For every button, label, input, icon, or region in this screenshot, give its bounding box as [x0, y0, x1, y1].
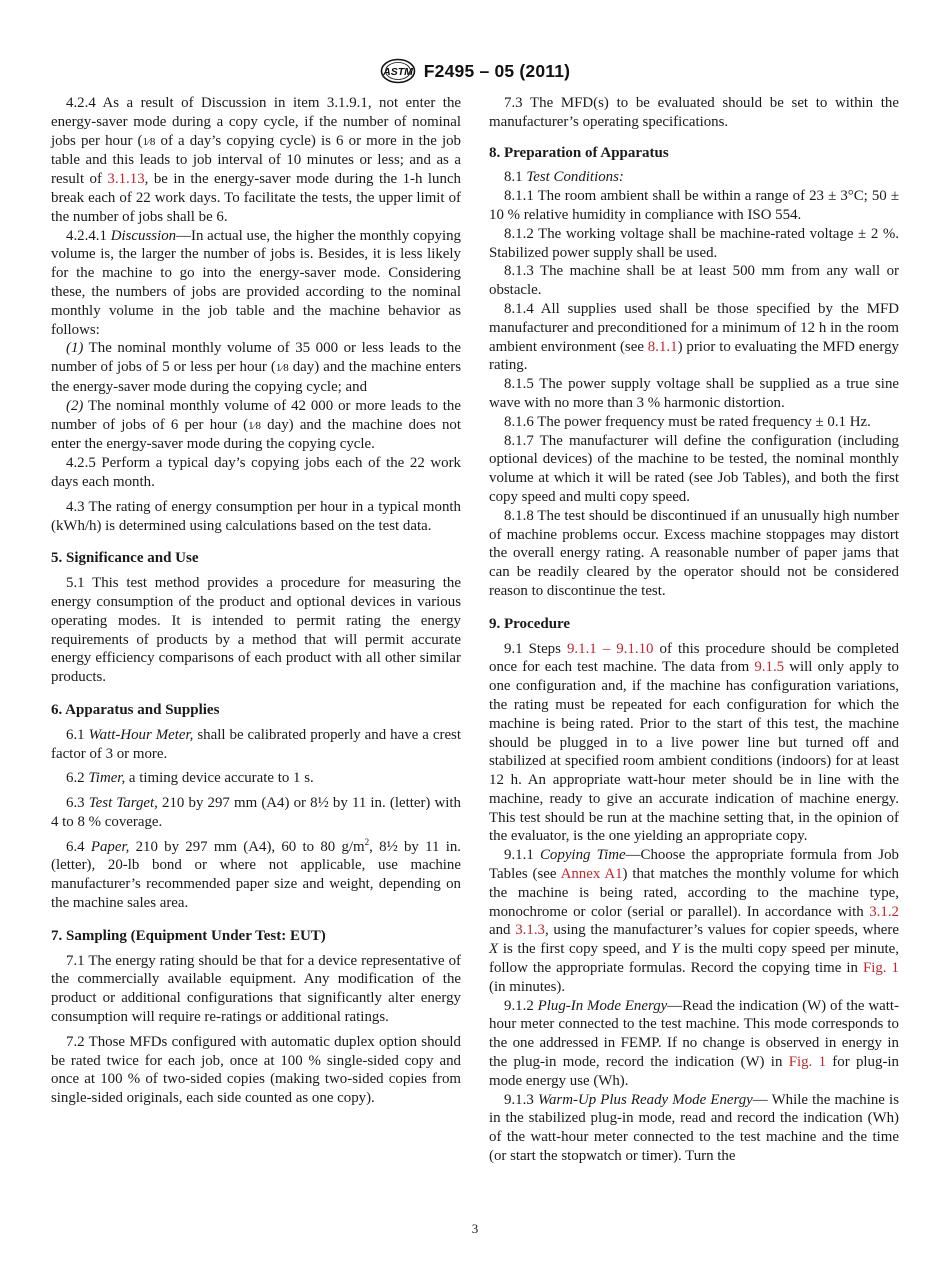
para-8-1-7: 8.1.7 The manufacturer will define the configuration (including optional devices) of the machine to be tested, the nominal monthly volume at which it will be rated (see Job Tables), and both the first copy speed and multi copy speed. [489, 432, 899, 505]
para-4-2-4: 4.2.4 As a result of Discussion in item 3.1.9.1, not enter the energy-saver mode during a copy cycle, if the number of nominal jobs per hour (1⁄8 of a day’s copying cycle) is 6 or more in the job table and this leads to job interval of 10 minutes or less; and as a result of 3.1.13, be in the energy-saver mode during the 1-h lunch break each of 22 work days. To facilitate the tests, the upper limit of the number of jobs shall be 6. [51, 95, 461, 225]
section-6-heading: 6. Apparatus and Supplies [51, 701, 220, 718]
para-4-2-4-1: 4.2.4.1 Discussion—In actual use, the higher the monthly copying volume is, the larger the number of jobs is. Besides, it is less likely for the machine to go into the energy-saver mode. Considering these, the numbers of jobs are provided according to the nominal monthly volume in the job table and the machine behavior as follows: [51, 227, 461, 338]
page-number: 3 [471, 1221, 479, 1236]
para-7-3: 7.3 The MFD(s) to be evaluated should be set to within the manufacturer’s operating specifications. [489, 95, 899, 130]
para-6-2: 6.2 Timer, a timing device accurate to 1 s. [66, 770, 314, 787]
link-9-1-1-9-1-10[interactable]: 9.1.1 – 9.1.10 [566, 640, 654, 657]
para-4-2-5: 4.2.5 Perform a typical day’s copying jobs each of the 22 work days each month. [51, 455, 461, 490]
para-9-1: 9.1 Steps 9.1.1 – 9.1.10 of this procedure should be completed once for each test machine. The data from 9.1.5 will only apply to one configuration and, if the machine has configuration variations, the rating must be repeated for each configuration for which the machine is being rated. Prior to the start of this test, the machine should be plugged in to a live power line but turned off and stabilized at specified room ambient conditions (indoors) for at least 12 h. An appropriate watt-hour meter should be in line with the machine, ready to give an accurate indication of machine energy. This test should be run at the machine setting that, in the opinion of the evaluator, is the one yielding an appropriate copy. [489, 640, 899, 845]
link-3-1-2[interactable]: 3.1.2 [869, 903, 899, 920]
link-fig-1[interactable]: Fig. 1 [788, 1054, 827, 1071]
link-fig-1[interactable]: Fig. 1 [862, 960, 899, 977]
para-8-1-1: 8.1.1 The room ambient shall be within a range of 23 ± 3°C; 50 ± 10 % relative humidity in compliance with ISO 554. [489, 188, 899, 223]
para-8-1: 8.1 Test Conditions: [504, 169, 624, 186]
link-8-1-1[interactable]: 8.1.1 [647, 338, 678, 355]
para-7-1: 7.1 The energy rating should be that for a device representative of the commercially available equipment. Any modification of the product or additional configurations that significantly alter energy consumption will require re-ratings or additional ratings. [51, 952, 461, 1026]
para-9-1-1: 9.1.1 Copying Time—Choose the appropriate formula from Job Tables (see Annex A1) that matches the monthly volume for which the machine is being rated, according to the machine type, monochrome or color (serial or parallel). In accordance with 3.1.2 and 3.1.3, using the manufacturer’s values for copier speeds, where X is the first copy speed, and Y is the multi copy speed per minute, follow the appropriate formulas. Record the copying time in Fig. 1 (in minutes). [489, 847, 899, 995]
list-item-2: (2) The nominal monthly volume of 42 000 or more leads to the number of jobs of 6 per hour (1⁄8 day) and the machine does not enter the energy-saver mode during the copying cycle. [51, 397, 462, 453]
section-9-heading: 9. Procedure [489, 615, 571, 632]
para-9-1-2: 9.1.2 Plug-In Mode Energy—Read the indication (W) of the watt-hour meter connected to the test machine. This mode corresponds to the one addressed in FEMP. If no change is observed in energy in the plug-in mode, record the indication (W) in Fig. 1 for plug-in mode energy use (Wh). [489, 997, 899, 1089]
para-8-1-6: 8.1.6 The power frequency must be rated frequency ± 0.1 Hz. [504, 413, 871, 430]
para-6-4: 6.4 Paper, 210 by 297 mm (A4), 60 to 80 $g/m^2$, 8½ by 11 in. (letter), 20-lb bond or where not applicable, use machine manufacturer’s recommended paper size and weight, depending on the machine sales area. [51, 836, 462, 912]
link-3-1-13[interactable]: 3.1.13 [107, 171, 145, 188]
link-9-1-5[interactable]: 9.1.5 [754, 659, 785, 676]
list-item-1: (1) The nominal monthly volume of 35 000 or less leads to the number of jobs of 5 or less per hour (1⁄8 day) and the machine enters the energy-saver mode during the copying cycle; and [51, 340, 461, 395]
standard-designation: F2495 – 05 (2011) [423, 60, 571, 81]
para-8-1-4: 8.1.4 All supplies used shall be those specified by the MFD manufacturer and preconditioned for a minimum of 12 h in the room ambient environment (see 8.1.1) prior to evaluating the MFD energy rating. [489, 300, 899, 374]
para-8-1-2: 8.1.2 The working voltage shall be machine-rated voltage ± 2 %. Stabilized power supply shall be used. [489, 225, 899, 261]
section-5-heading: 5. Significance and Use [51, 550, 199, 567]
section-8-heading: 8. Preparation of Apparatus [489, 144, 669, 161]
page-header [0, 56, 950, 86]
para-8-1-3: 8.1.3 The machine shall be at least 500 mm from any wall or obstacle. [489, 263, 899, 299]
para-8-1-5: 8.1.5 The power supply voltage shall be supplied as a true sine wave with no more than 3 % harmonic distortion. [489, 376, 899, 411]
link-annex-a1[interactable]: Annex A1 [560, 866, 623, 883]
para-8-1-8: 8.1.8 The test should be discontinued if an unusually high number of machine problems occur. Excess machine stoppages may distort the overall energy rating. A reasonable number of paper jams that can be readily cleared by the operator should not be considered reason to discontinue the test. [489, 507, 899, 599]
para-5-1: 5.1 This test method provides a procedure for measuring the energy consumption of the product and optional devices in various operating modes. It is intended to permit rating the energy requirements of products by a method that will permit accurate energy efficiency comparisons of each product with all other similar products. [51, 575, 461, 686]
section-7-heading: 7. Sampling (Equipment Under Test: EUT) [51, 927, 326, 944]
para-7-2: 7.2 Those MFDs configured with automatic duplex option should be rated twice for each job, once at 100 % single-sided copy and once at 100 % of two-sided copies (making two-sided copies from single-sided originals, each side counted as one copy). [51, 1033, 461, 1107]
para-6-3: 6.3 Test Target, 210 by 297 mm (A4) or 8½ by 11 in. (letter) with 4 to 8 % coverage. [51, 795, 461, 830]
link-3-1-3[interactable]: 3.1.3 [515, 922, 545, 939]
left-column [51, 94, 461, 1108]
para-6-1: 6.1 Watt-Hour Meter, shall be calibrated properly and have a crest factor of 3 or more. [51, 726, 461, 762]
para-4-3: 4.3 The rating of energy consumption per hour in a typical month (kWh/h) is determined using calculations based on the test data. [51, 498, 461, 534]
astm-logo [380, 58, 416, 84]
right-column [489, 94, 899, 1166]
para-9-1-3: 9.1.3 Warm-Up Plus Ready Mode Energy— While the machine is in the stabilized plug-in mode, read and record the indication (Wh) of the watt-hour meter connected to the test machine and the time (or start the stopwatch or timer). Turn the [489, 1091, 899, 1165]
svg-text:ASTM: ASTM [382, 66, 413, 79]
